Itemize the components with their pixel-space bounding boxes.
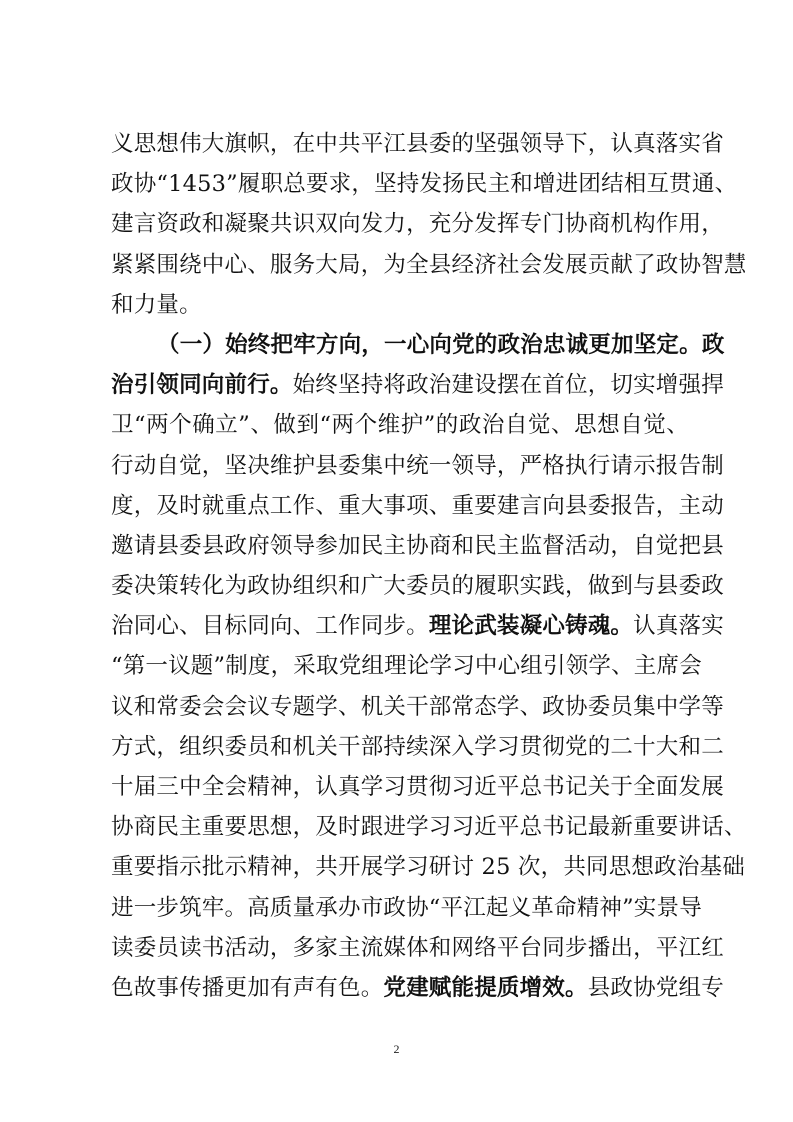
text-line: 方式，组织委员和机关干部持续深入学习贯彻党的二十大和二 bbox=[111, 733, 724, 760]
text-span: 认真落实 bbox=[633, 613, 724, 640]
text-span: 始终坚持将政治建设摆在首位，切实增强捍 bbox=[292, 372, 724, 399]
text-line: 邀请县委县政府领导参加民主协商和民主监督活动，自觉把县 bbox=[111, 532, 724, 559]
text-line bbox=[111, 606, 724, 646]
bold-lead: 理论武装凝心铸魂。 bbox=[428, 613, 634, 640]
text-line: 和力量。 bbox=[111, 291, 202, 318]
text-line: 议和常委会会议专题学、机关干部常态学、政协委员集中学等 bbox=[111, 693, 724, 720]
text-line bbox=[111, 325, 725, 365]
bold-lead: 治引领同向前行。 bbox=[111, 372, 293, 399]
text-line: 卫“两个确立”、做到“两个维护”的政治自觉、思想自觉、 bbox=[111, 412, 689, 439]
text-line: 政协“1453”履职总要求，坚持发扬民主和增进团结相互贯通、 bbox=[111, 171, 738, 198]
bold-lead: 政 bbox=[701, 331, 725, 358]
bold-lead: 党建赋能提质增效。 bbox=[383, 974, 588, 1001]
text-span: 色故事传播更加有声有色。 bbox=[111, 974, 384, 1001]
text-line: 义思想伟大旗帜，在中共平江县委的坚强领导下，认真落实省 bbox=[111, 131, 724, 157]
text-span: 治同心、目标同向、工作同步。 bbox=[111, 613, 429, 640]
section-heading: （一）始终把牢方向，一心向党的政治忠诚更加坚定。 bbox=[157, 331, 702, 358]
page-number: 2 bbox=[393, 1042, 400, 1056]
text-line: 进一步筑牢。高质量承办市政协“平江起义革命精神”实景导 bbox=[111, 894, 702, 921]
text-line: 委决策转化为政协组织和广大委员的履职实践，做到与县委政 bbox=[111, 573, 724, 600]
text-line: 建言资政和凝聚共识双向发力，充分发挥专门协商机构作用， bbox=[111, 211, 724, 238]
text-line: “第一议题”制度，采取党组理论学习中心组引领学、主席会 bbox=[111, 653, 702, 680]
text-line: 协商民主重要思想，及时跟进学习习近平总书记最新重要讲话、 bbox=[111, 814, 747, 841]
text-line bbox=[111, 968, 724, 1008]
text-line: 重要指示批示精神，共开展学习研讨 25 次，共同思想政治基础 bbox=[111, 854, 745, 881]
text-line: 行动自觉，坚决维护县委集中统一领导，严格执行请示报告制 bbox=[111, 452, 724, 479]
text-line bbox=[111, 365, 724, 405]
text-line: 紧紧围绕中心、服务大局，为全县经济社会发展贡献了政协智慧 bbox=[111, 251, 747, 278]
document-page bbox=[111, 124, 747, 1008]
text-line: 十届三中全会精神，认真学习贯彻习近平总书记关于全面发展 bbox=[111, 774, 724, 800]
text-span: 县政协党组专 bbox=[587, 974, 724, 1001]
text-line: 度，及时就重点工作、重大事项、重要建言向县委报告，主动 bbox=[111, 492, 724, 519]
text-line: 读委员读书活动，多家主流媒体和网络平台同步播出，平江红 bbox=[111, 934, 724, 961]
